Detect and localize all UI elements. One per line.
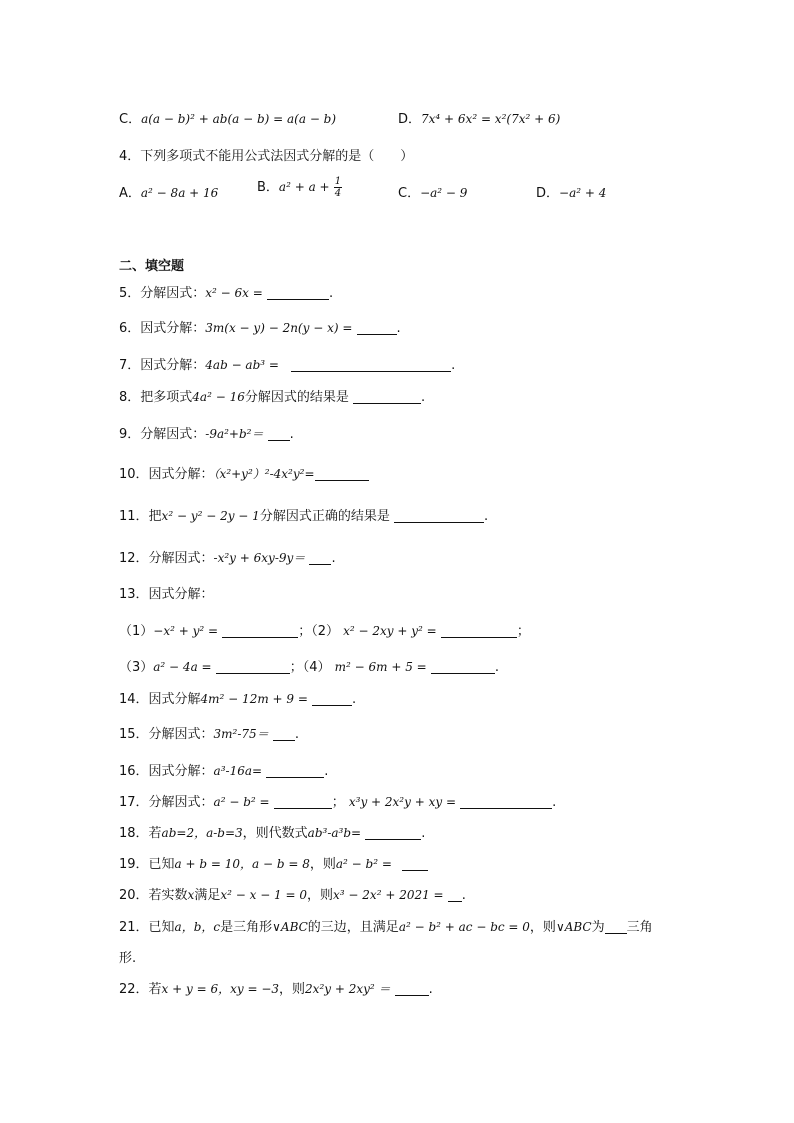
question-22 bbox=[119, 978, 433, 997]
question-text: 11．把 bbox=[119, 509, 162, 524]
punctuation: ； bbox=[331, 795, 345, 810]
answer-blank[interactable] bbox=[353, 389, 421, 404]
question-expr: 3m(x − y) − 2n(y − x) = bbox=[205, 321, 353, 335]
question-21-continued: 形. bbox=[119, 951, 137, 966]
question-text: 分解因式的结果是 bbox=[244, 390, 349, 405]
question-expr: ab=2，a-b=3 bbox=[161, 826, 243, 840]
question-text: 10．因式分解： bbox=[119, 467, 214, 482]
question-8 bbox=[119, 386, 425, 405]
fraction bbox=[334, 176, 342, 199]
q3-option-c bbox=[119, 108, 336, 127]
question-text: 22．若 bbox=[119, 982, 162, 997]
question-expr: x bbox=[187, 888, 195, 902]
punctuation: . bbox=[294, 727, 299, 742]
punctuation: . bbox=[552, 795, 557, 810]
question-expr: −x² + y² = bbox=[153, 624, 219, 638]
sub-label: ；（4） bbox=[289, 660, 331, 675]
question-text: 7．因式分解： bbox=[119, 358, 206, 373]
answer-blank[interactable] bbox=[267, 285, 329, 300]
question-21 bbox=[119, 916, 653, 935]
question-expr: （x²+y²）²-4x²y²= bbox=[213, 467, 315, 481]
question-text: 18．若 bbox=[119, 826, 162, 841]
question-expr: x³y + 2x²y + xy = bbox=[348, 795, 456, 809]
question-11 bbox=[119, 505, 488, 524]
answer-blank[interactable] bbox=[222, 623, 298, 638]
question-expr: 4ab − ab³ = bbox=[205, 358, 279, 372]
answer-blank[interactable] bbox=[448, 887, 462, 902]
question-expr: -9a²+b²＝ bbox=[205, 427, 264, 441]
question-expr: a，b，c bbox=[174, 920, 221, 934]
question-7 bbox=[119, 354, 455, 373]
question-text: 14．因式分解 bbox=[119, 692, 201, 707]
answer-blank[interactable] bbox=[402, 856, 428, 871]
question-text: 15．分解因式： bbox=[119, 727, 214, 742]
question-expr: x + y = 6，xy = −3 bbox=[161, 982, 280, 996]
question-text: 分解因式正确的结果是 bbox=[259, 509, 390, 524]
option-expr: 7x⁴ + 6x² = x²(7x² + 6) bbox=[421, 112, 561, 126]
question-text: 19．已知 bbox=[119, 857, 175, 872]
answer-blank[interactable] bbox=[309, 550, 331, 565]
punctuation: . bbox=[461, 888, 466, 903]
answer-blank[interactable] bbox=[441, 623, 517, 638]
answer-blank[interactable] bbox=[395, 981, 429, 996]
answer-blank[interactable] bbox=[357, 320, 397, 335]
question-text: 21．已知 bbox=[119, 920, 175, 935]
punctuation: . bbox=[494, 660, 500, 675]
punctuation: . bbox=[289, 427, 294, 442]
question-expr: a² − b² + ac − bc = 0 bbox=[398, 920, 530, 934]
question-text: 三角 bbox=[626, 920, 653, 935]
option-expr: a² − 8a + 16 bbox=[140, 186, 219, 200]
option-label: A． bbox=[119, 186, 141, 201]
question-text: ，则 bbox=[279, 982, 306, 997]
question-expr: ∨ABC bbox=[272, 920, 308, 934]
question-expr: a + b = 10，a − b = 8 bbox=[174, 857, 310, 871]
sub-label: ；（2） bbox=[298, 624, 339, 639]
question-expr: x² − x − 1 = 0 bbox=[220, 888, 308, 902]
question-expr: ab³-a³b= bbox=[307, 826, 362, 840]
punctuation: . bbox=[324, 764, 329, 779]
option-label: B． bbox=[257, 180, 279, 195]
question-13-part-3-4 bbox=[119, 656, 499, 675]
question-expr: a² − b² = bbox=[213, 795, 270, 809]
question-expr: -x²y + 6xy-9y＝ bbox=[213, 551, 306, 565]
question-expr: 2x²y + 2xy² ＝ bbox=[305, 982, 391, 996]
question-20 bbox=[119, 884, 466, 903]
section-title: 二、填空题 bbox=[119, 259, 185, 274]
q4-option-c bbox=[398, 182, 467, 201]
question-expr: x² − 6x = bbox=[205, 286, 263, 300]
punctuation: . bbox=[331, 551, 336, 566]
question-16 bbox=[119, 760, 328, 779]
question-14 bbox=[119, 688, 356, 707]
punctuation: . bbox=[328, 286, 334, 301]
question-6 bbox=[119, 317, 401, 336]
option-label: C． bbox=[119, 112, 142, 127]
question-expr: 3m²-75＝ bbox=[213, 727, 269, 741]
punctuation: . bbox=[421, 390, 426, 405]
q4-option-d bbox=[536, 182, 606, 201]
question-expr: a² − 4a = bbox=[153, 660, 212, 674]
question-expr: 4a² − 16 bbox=[192, 390, 245, 404]
answer-blank[interactable] bbox=[460, 794, 552, 809]
question-18 bbox=[119, 822, 425, 841]
question-text: ，则 bbox=[529, 920, 556, 935]
option-expr: −a² − 9 bbox=[420, 186, 468, 200]
question-expr: a³-16a= bbox=[213, 764, 263, 778]
sub-label: （1） bbox=[119, 624, 154, 639]
punctuation: . bbox=[396, 321, 401, 336]
question-text: 6．因式分解： bbox=[119, 321, 206, 336]
question-13-part-1-2 bbox=[119, 620, 530, 639]
answer-blank[interactable] bbox=[273, 726, 295, 741]
question-expr: 4m² − 12m + 9 = bbox=[200, 692, 308, 706]
answer-blank[interactable] bbox=[312, 691, 352, 706]
option-expr: a² + a + bbox=[278, 180, 330, 194]
question-text: 17．分解因式： bbox=[119, 795, 214, 810]
answer-blank[interactable] bbox=[274, 794, 332, 809]
question-text: ，则 bbox=[307, 888, 334, 903]
question-text: 满足 bbox=[194, 888, 221, 903]
answer-blank[interactable] bbox=[431, 659, 495, 674]
punctuation: . bbox=[421, 826, 426, 841]
question-expr: ∨ABC bbox=[555, 920, 592, 934]
punctuation: . bbox=[483, 509, 489, 524]
answer-blank[interactable] bbox=[315, 466, 369, 481]
question-text: 9．分解因式： bbox=[119, 427, 206, 442]
answer-blank[interactable] bbox=[394, 508, 484, 523]
option-expr: a(a − b)² + ab(a − b) = a(a − b) bbox=[141, 112, 337, 126]
question-text: 5．分解因式： bbox=[119, 286, 206, 301]
answer-blank[interactable] bbox=[291, 357, 451, 372]
answer-blank[interactable] bbox=[268, 426, 290, 441]
question-13: 13．因式分解： bbox=[119, 587, 214, 602]
question-text: 的三边，且满足 bbox=[307, 920, 399, 935]
question-expr: a² − b² = bbox=[335, 857, 392, 871]
question-19 bbox=[119, 853, 428, 872]
q4-option-a bbox=[119, 182, 218, 201]
question-text: ，则 bbox=[309, 857, 336, 872]
punctuation: ； bbox=[516, 624, 530, 639]
option-expr: −a² + 4 bbox=[559, 186, 607, 200]
question-17 bbox=[119, 791, 556, 810]
answer-blank[interactable] bbox=[365, 825, 421, 840]
question-expr: x³ − 2x² + 2021 = bbox=[333, 888, 444, 902]
question-15 bbox=[119, 723, 299, 742]
answer-blank[interactable] bbox=[216, 659, 290, 674]
question-text: 是三角形 bbox=[220, 920, 273, 935]
answer-blank[interactable] bbox=[266, 763, 324, 778]
punctuation: . bbox=[428, 982, 433, 997]
question-expr: m² − 6m + 5 = bbox=[334, 660, 427, 674]
question-text: 8．把多项式 bbox=[119, 390, 193, 405]
option-label: D． bbox=[398, 112, 422, 127]
question-text: 为 bbox=[591, 920, 605, 935]
q3-option-d bbox=[398, 108, 560, 127]
sub-label: （3） bbox=[119, 660, 154, 675]
option-label: C． bbox=[398, 186, 421, 201]
question-4-stem: 4．下列多项式不能用公式法因式分解的是（ ） bbox=[119, 149, 414, 164]
question-9 bbox=[119, 423, 294, 442]
question-text: 12．分解因式： bbox=[119, 551, 214, 566]
question-text: ，则代数式 bbox=[242, 826, 308, 841]
q4-option-b bbox=[257, 176, 342, 199]
question-text: 16．因式分解： bbox=[119, 764, 214, 779]
punctuation: . bbox=[352, 692, 357, 707]
answer-blank[interactable] bbox=[605, 919, 627, 934]
question-expr: x² − y² − 2y − 1 bbox=[161, 509, 260, 523]
question-5 bbox=[119, 282, 333, 301]
question-12 bbox=[119, 547, 336, 566]
question-expr: x² − 2xy + y² = bbox=[343, 624, 437, 638]
question-text: 20．若实数 bbox=[119, 888, 188, 903]
fraction-numerator: 1 bbox=[334, 176, 342, 187]
punctuation: . bbox=[451, 358, 456, 373]
option-label: D． bbox=[536, 186, 560, 201]
fraction-denominator: 4 bbox=[334, 188, 342, 199]
question-10 bbox=[119, 463, 369, 482]
